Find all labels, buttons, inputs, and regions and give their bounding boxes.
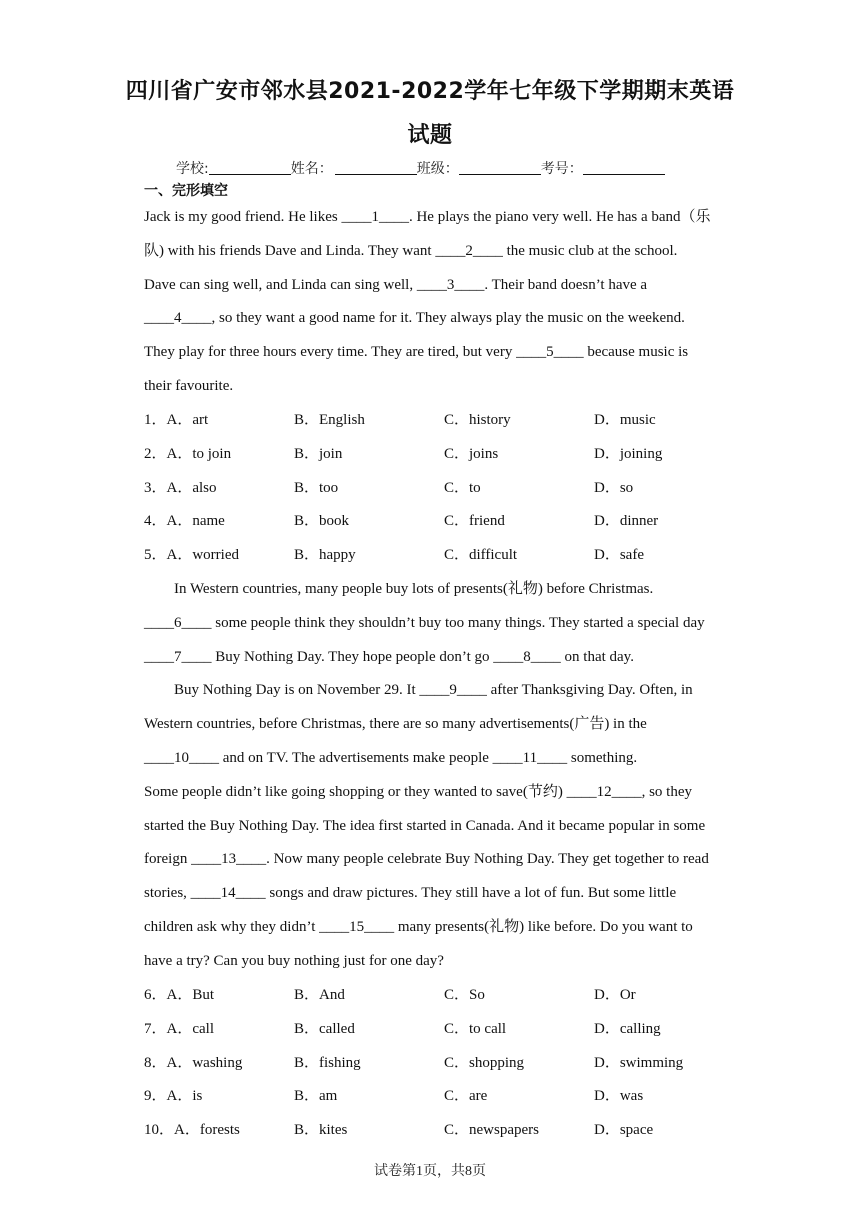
question-number-7: 7．A．call	[144, 1020, 214, 1037]
option-c[interactable]: C．newspapers	[444, 1122, 539, 1139]
question-number-6: 6．A．But	[144, 987, 215, 1003]
option-a[interactable]: A．worried	[166, 547, 239, 564]
page-footer: 试卷第1页，共8页	[374, 1164, 486, 1179]
class-blank[interactable]	[459, 160, 541, 175]
option-b[interactable]: B．book	[294, 513, 350, 530]
passage-line: ____10____ and on TV. The advertisements make people ____11____ something.	[144, 749, 638, 766]
option-d[interactable]: D．calling	[594, 1020, 661, 1037]
option-d[interactable]: D．so	[594, 479, 634, 496]
option-a[interactable]: A．forests	[174, 1122, 240, 1139]
passage-line: Jack is my good friend. He likes ____1____. He plays the piano very well. He has a band（乐	[144, 209, 711, 225]
exam-no-label: 考号：	[540, 161, 583, 177]
question-number-9: 9．A．is	[144, 1088, 203, 1105]
option-b[interactable]: B．join	[294, 445, 343, 462]
question-number-5: 5．A．worried	[144, 547, 239, 564]
option-a[interactable]: A．washing	[166, 1054, 243, 1071]
question-number-1: 1．A．art	[144, 412, 209, 428]
school-blank[interactable]	[209, 160, 291, 175]
option-c[interactable]: C．So	[444, 987, 485, 1003]
option-a[interactable]: A．call	[166, 1020, 214, 1037]
passage-line: Buy Nothing Day is on November 29. It ____9____ after Thanksgiving Day. Often, in	[174, 682, 693, 699]
section-heading: 一、完形填空	[144, 183, 228, 199]
option-d[interactable]: D．dinner	[594, 513, 659, 530]
option-a[interactable]: A．But	[166, 987, 215, 1003]
option-d[interactable]: D．joining	[594, 445, 663, 462]
exam-no-blank[interactable]	[583, 160, 665, 175]
passage-1	[144, 201, 724, 404]
option-b[interactable]: B．called	[294, 1020, 355, 1037]
passage-line: children ask why they didn’t ____15____ many presents(礼物) like before. Do you want to	[144, 918, 693, 935]
option-b[interactable]: B．too	[294, 479, 339, 496]
option-c[interactable]: C．difficult	[444, 547, 518, 564]
option-d[interactable]: D．safe	[594, 547, 644, 564]
passage-line: ____4____, so they want a good name for it. They always play the music on the weekend.	[144, 310, 685, 327]
passage-line: ____7____ Buy Nothing Day. They hope people don’t go ____8____ on that day.	[144, 648, 634, 665]
passage-line: 队) with his friends Dave and Linda. They want ____2____ the music club at the school.	[144, 242, 678, 259]
question-number-4: 4．A．name	[144, 513, 225, 530]
option-b[interactable]: B．happy	[294, 547, 356, 564]
school-label: 学校:	[176, 161, 209, 177]
student-info-row	[176, 158, 665, 178]
passage-line: stories, ____14____ songs and draw pictures. They still have a lot of fun. But some little	[144, 885, 677, 902]
passage-line: ____6____ some people think they shouldn’t buy too many things. They started a special day	[144, 614, 705, 631]
passage-line: have a try? Can you buy nothing just for one day?	[144, 952, 444, 969]
passage-line: Western countries, before Christmas, there are so many advertisements(广告) in the	[144, 716, 647, 733]
question-number-8: 8．A．washing	[144, 1054, 243, 1071]
option-c[interactable]: C．are	[444, 1088, 488, 1105]
option-b[interactable]: B．fishing	[294, 1054, 361, 1071]
page-title: 四川省广安市邻水县2021-2022学年七年级下学期期末英语	[125, 79, 735, 104]
passage-2	[144, 573, 724, 979]
option-d[interactable]: D．was	[594, 1088, 644, 1105]
option-b[interactable]: B．am	[294, 1088, 338, 1105]
question-number-2: 2．A．to join	[144, 445, 232, 462]
question-number-3: 3．A．also	[144, 479, 217, 496]
option-b[interactable]: B．English	[294, 412, 365, 428]
option-c[interactable]: C．to call	[444, 1020, 507, 1037]
option-c[interactable]: C．shopping	[444, 1054, 525, 1071]
option-a[interactable]: A．also	[166, 479, 217, 496]
passage-line: foreign ____13____. Now many people celebrate Buy Nothing Day. They get together to read	[144, 851, 709, 868]
option-a[interactable]: A．name	[166, 513, 225, 530]
option-a[interactable]: A．art	[166, 412, 209, 428]
class-label: 班级：	[416, 161, 459, 177]
option-b[interactable]: B．kites	[294, 1122, 348, 1139]
question-number-10: 10．A．forests	[144, 1122, 240, 1139]
passage-line: Some people didn’t like going shopping or they wanted to save(节约) ____12____, so they	[144, 783, 692, 800]
passage-line: started the Buy Nothing Day. The idea first started in Canada. And it became popular in some	[144, 817, 706, 834]
option-a[interactable]: A．is	[166, 1088, 203, 1105]
option-d[interactable]: D．music	[594, 412, 656, 428]
passage-line: In Western countries, many people buy lots of presents(礼物) before Christmas.	[174, 581, 654, 597]
option-c[interactable]: C．joins	[444, 445, 499, 462]
passage-line: Dave can sing well, and Linda can sing well, ____3____. Their band doesn’t have a	[144, 276, 648, 293]
name-label: 姓名：	[290, 161, 333, 177]
option-c[interactable]: C．friend	[444, 513, 505, 530]
option-c[interactable]: C．to	[444, 479, 481, 496]
passage-line: They play for three hours every time. They are tired, but very ____5____ because music is	[144, 344, 689, 361]
option-d[interactable]: D．swimming	[594, 1054, 684, 1071]
option-d[interactable]: D．space	[594, 1122, 654, 1139]
option-a[interactable]: A．to join	[166, 445, 232, 462]
passage-line: their favourite.	[144, 377, 234, 394]
name-blank[interactable]	[335, 160, 417, 175]
option-d[interactable]: D．Or	[594, 987, 636, 1003]
page-title-line2: 试题	[407, 123, 453, 148]
option-c[interactable]: C．history	[444, 412, 511, 428]
option-b[interactable]: B．And	[294, 987, 345, 1003]
